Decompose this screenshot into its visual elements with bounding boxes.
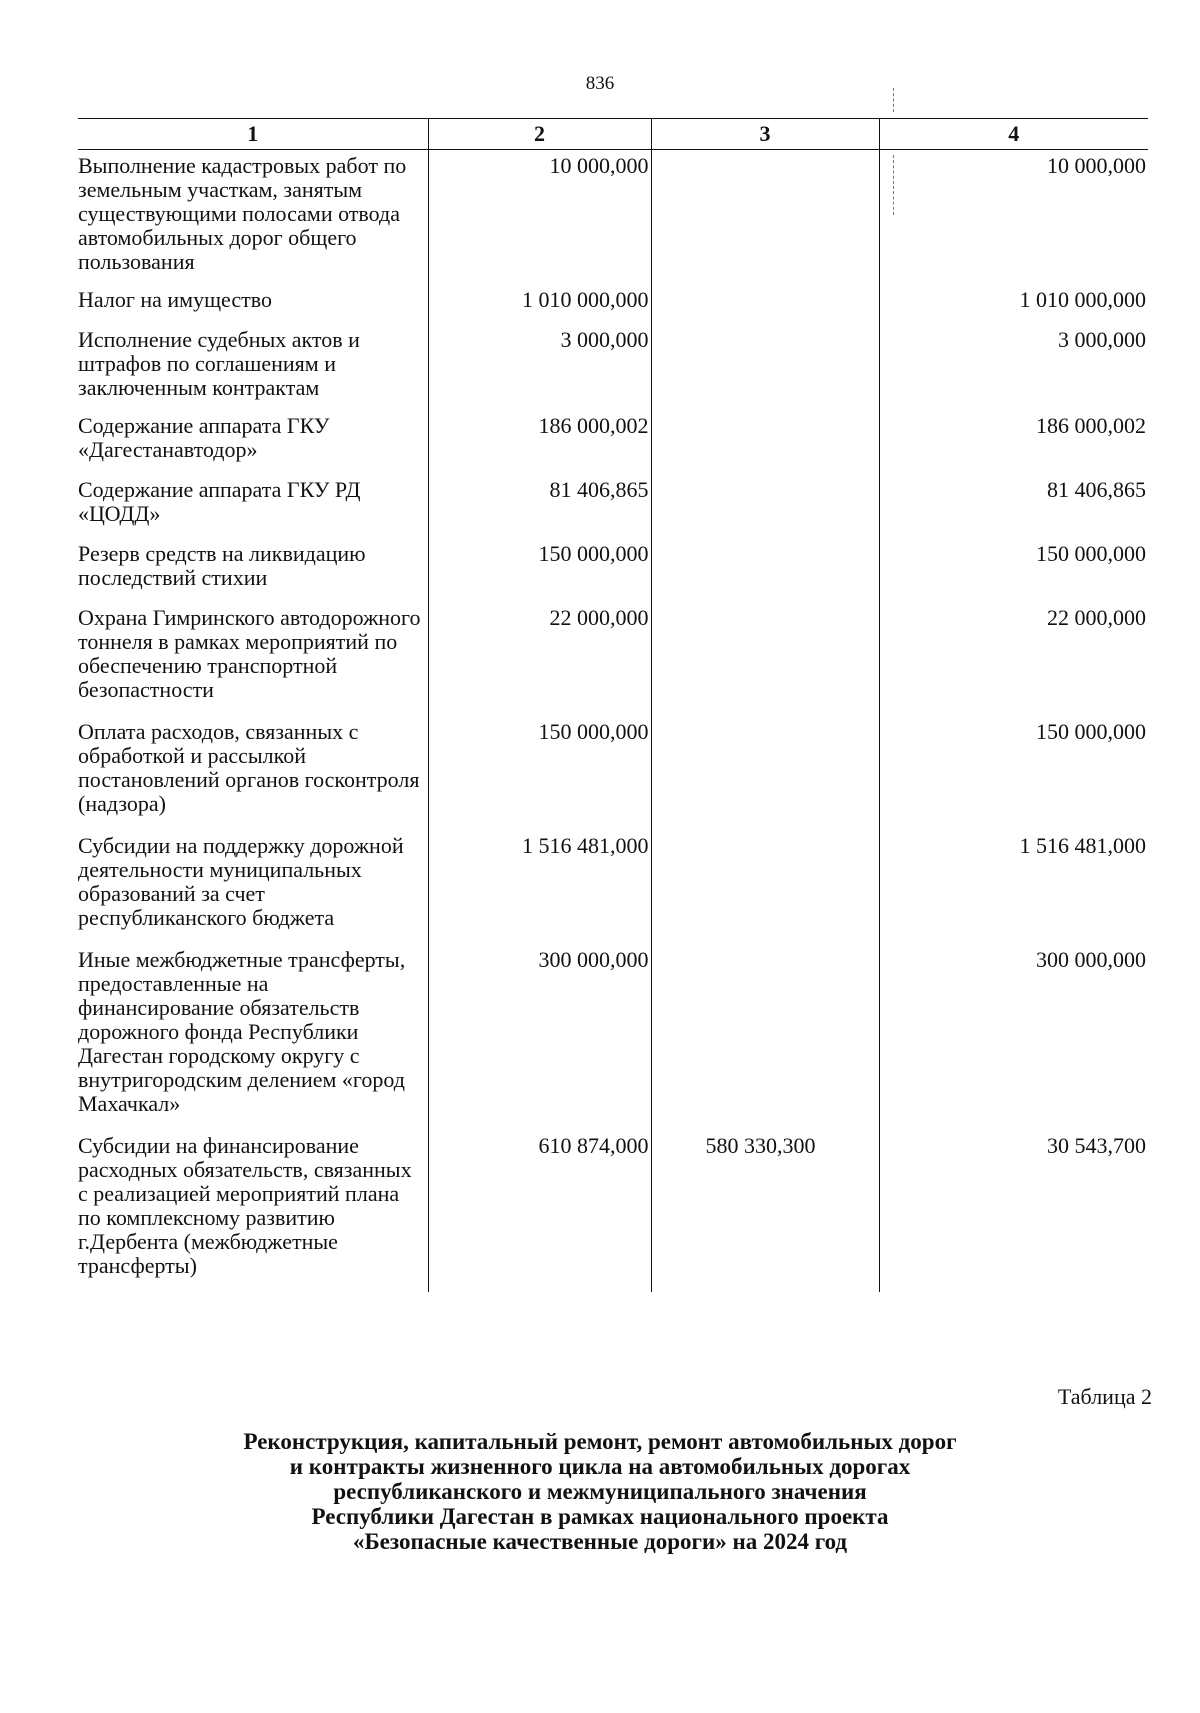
row-col2-value: 3 000,000: [428, 324, 651, 410]
table-caption: Таблица 2: [1057, 1384, 1152, 1409]
row-col3-value: [651, 538, 879, 602]
row-col3-value: [651, 324, 879, 410]
row-col4-value: 300 000,000: [879, 944, 1148, 1130]
section-title-line: Реконструкция, капитальный ремонт, ремонт автомобильных дорог: [243, 1429, 957, 1454]
row-name: Резерв средств на ликвидацию последствий стихии: [78, 540, 366, 590]
row-name: Содержание аппарата ГКУ РД «ЦОДД»: [78, 476, 361, 526]
row-col2-value: 610 874,000: [428, 1130, 651, 1292]
section-title: [0, 1429, 1200, 1554]
table-row: [78, 474, 1148, 538]
row-col3-value: [651, 410, 879, 474]
table-row: [78, 716, 1148, 830]
row-col4-value: 186 000,002: [879, 410, 1148, 474]
table-row: [78, 602, 1148, 716]
row-col2-value: 22 000,000: [428, 602, 651, 716]
row-col2-value: 300 000,000: [428, 944, 651, 1130]
column-header: 3: [651, 119, 879, 150]
row-col4-value: 10 000,000: [879, 150, 1148, 284]
table-row: [78, 284, 1148, 324]
row-col4-value: 81 406,865: [879, 474, 1148, 538]
row-col2-value: 1 516 481,000: [428, 830, 651, 944]
row-col3-value: [651, 284, 879, 324]
section-title-line: и контракты жизненного цикла на автомобильных дорогах: [289, 1454, 911, 1479]
row-name: Налог на имущество: [78, 286, 272, 312]
column-header: 4: [879, 119, 1148, 150]
table-row: [78, 538, 1148, 602]
row-col2-value: 10 000,000: [428, 150, 651, 284]
row-col4-value: 22 000,000: [879, 602, 1148, 716]
section-title-line: Республики Дагестан в рамках национального проекта: [311, 1504, 889, 1529]
row-col3-value: [651, 830, 879, 944]
row-col3-value: 580 330,300: [651, 1130, 879, 1292]
table-row: [78, 944, 1148, 1130]
row-col3-value: [651, 150, 879, 284]
row-col2-value: 150 000,000: [428, 716, 651, 830]
row-col4-value: 1 516 481,000: [879, 830, 1148, 944]
scan-artifact-line: [893, 88, 894, 112]
budget-table: [78, 118, 1148, 1292]
row-col2-value: 186 000,002: [428, 410, 651, 474]
row-col3-value: [651, 944, 879, 1130]
row-name: Охрана Гимринского автодорожного тоннеля в рамках мероприятий по обеспечению транспортной безопастности: [78, 604, 421, 702]
row-col2-value: 1 010 000,000: [428, 284, 651, 324]
section-title-line: республиканского и межмуниципального значения: [333, 1479, 867, 1504]
table-row: [78, 1130, 1148, 1292]
row-col2-value: 150 000,000: [428, 538, 651, 602]
table-row: [78, 324, 1148, 410]
row-name: Выполнение кадастровых работ по земельным участкам, занятым существующими полосами отвода автомобильных дорог общего пользования: [78, 153, 407, 274]
row-col3-value: [651, 474, 879, 538]
row-col4-value: 1 010 000,000: [879, 284, 1148, 324]
row-col4-value: 150 000,000: [879, 716, 1148, 830]
row-col3-value: [651, 602, 879, 716]
row-col4-value: 30 543,700: [879, 1130, 1148, 1292]
row-name: Субсидии на финансирование расходных обязательств, связанных с реализацией мероприятий плана по комплексному развитию г.Дербента (межбюджетные трансферты): [78, 1132, 412, 1278]
table-row: [78, 410, 1148, 474]
table-row: [78, 150, 1148, 284]
table-row: [78, 830, 1148, 944]
row-col2-value: 81 406,865: [428, 474, 651, 538]
column-header: 1: [78, 119, 428, 150]
page-number: 836: [585, 73, 615, 94]
row-col3-value: [651, 716, 879, 830]
row-name: Содержание аппарата ГКУ «Дагестанавтодор»: [78, 412, 330, 462]
row-col4-value: 3 000,000: [879, 324, 1148, 410]
row-name: Оплата расходов, связанных с обработкой и рассылкой постановлений органов госконтроля (надзора): [78, 718, 420, 816]
table-header-row: [78, 119, 1148, 150]
row-name: Субсидии на поддержку дорожной деятельности муниципальных образований за счет республиканского бюджета: [78, 832, 404, 930]
row-name: Иные межбюджетные трансферты, предоставленные на финансирование обязательств дорожного фонда Республики Дагестан городскому округу с внутригородским делением «город Махачкал»: [78, 946, 406, 1116]
row-name: Исполнение судебных актов и штрафов по соглашениям и заключенным контрактам: [78, 326, 360, 400]
row-col4-value: 150 000,000: [879, 538, 1148, 602]
section-title-line: «Безопасные качественные дороги» на 2024 год: [352, 1529, 848, 1554]
column-header: 2: [428, 119, 651, 150]
